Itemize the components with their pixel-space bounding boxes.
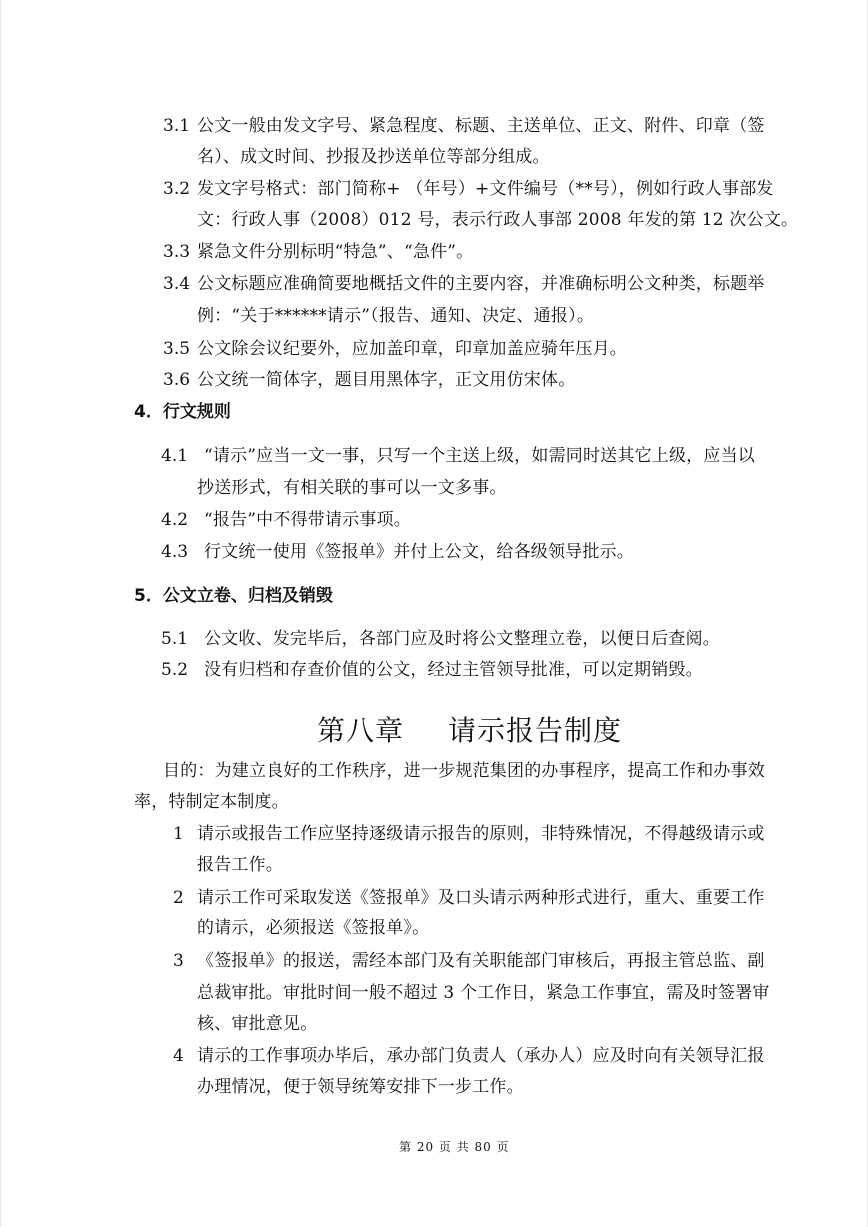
chapter-number: 第八章 — [317, 714, 405, 747]
item-number: 3.6 — [163, 370, 191, 390]
page-footer: 第 20 页 共 80 页 — [399, 1140, 510, 1154]
item-text: 核、审批意见。 — [197, 1014, 318, 1034]
item-number: 4 — [173, 1046, 184, 1066]
purpose-text: 率，特制定本制度。 — [134, 792, 289, 812]
item-number: 1 — [173, 824, 184, 844]
item-text: 没有归档和存查价值的公文，经过主管领导批准，可以定期销毁。 — [204, 660, 703, 680]
item-number: 3.3 — [163, 242, 191, 262]
item-number: 4.1 — [161, 446, 189, 466]
item-number: 3.1 — [163, 116, 191, 136]
chapter-name: 请示报告制度 — [448, 714, 623, 747]
item-number: 3 — [173, 951, 184, 971]
item-text: 公文一般由发文字号、紧急程度、标题、主送单位、正文、附件、印章（签 — [197, 116, 765, 136]
item-text: 行文统一使用《签报单》并付上公文，给各级领导批示。 — [204, 542, 634, 562]
item-text: 请示或报告工作应坚持逐级请示报告的原则，非特殊情况，不得越级请示或 — [197, 824, 765, 844]
item-text: 办理情况，便于领导统筹安排下一步工作。 — [197, 1077, 524, 1097]
item-text: “报告”中不得带请示事项。 — [204, 510, 411, 530]
item-text: 紧急文件分别标明“特急”、“急件”。 — [197, 242, 474, 262]
item-text: 的请示，必须报送《签报单》。 — [197, 918, 430, 938]
purpose-text: 目的：为建立良好的工作秩序，进一步规范集团的办事程序，提高工作和办事效 — [163, 761, 765, 781]
item-number: 5.2 — [161, 660, 189, 680]
item-text: 名）、成文时间、抄报及抄送单位等部分组成。 — [197, 147, 550, 167]
item-number: 3.2 — [163, 179, 191, 199]
item-text: 文：行政人事（2008）012 号，表示行政人事部 2008 年发的第 12 次公文。 — [197, 210, 799, 230]
item-text: 报告工作。 — [197, 855, 283, 875]
item-text: 请示的工作事项办毕后，承办部门负责人（承办人）应及时向有关领导汇报 — [197, 1046, 765, 1066]
item-text: “请示”应当一文一事，只写一个主送上级，如需同时送其它上级，应当以 — [204, 446, 755, 466]
item-number: 4.2 — [161, 510, 189, 530]
item-number: 3.4 — [163, 274, 191, 294]
item-text: 公文标题应准确简要地概括文件的主要内容，并准确标明公文种类，标题举 — [197, 274, 765, 294]
item-text: 请示工作可采取发送《签报单》及口头请示两种形式进行，重大、重要工作 — [197, 888, 765, 908]
section-heading: 4．行文规则 — [134, 402, 231, 422]
item-text: 发文字号格式：部门简称+ （年号）+文件编号（**号），例如行政人事部发 — [197, 179, 774, 199]
item-text: 总裁审批。审批时间一般不超过 3 个工作日，紧急工作事宜，需及时签署审 — [197, 983, 770, 1003]
item-number: 3.5 — [163, 339, 191, 359]
item-text: 公文统一简体字，题目用黑体字，正文用仿宋体。 — [197, 370, 576, 390]
item-number: 5.1 — [161, 629, 189, 649]
item-number: 2 — [173, 888, 184, 908]
item-text: 例：“关于******请示”（报告、通知、决定、通报）。 — [197, 306, 594, 326]
section-heading: 5．公文立卷、归档及销毁 — [134, 586, 333, 606]
item-number: 4.3 — [161, 542, 189, 562]
chapter-title — [317, 713, 622, 749]
item-text: 公文除会议纪要外，应加盖印章，印章加盖应骑年压月。 — [197, 339, 627, 359]
item-text: 公文收、发完毕后，各部门应及时将公文整理立卷，以便日后查阅。 — [204, 629, 720, 649]
item-text: 《签报单》的报送，需经本部门及有关职能部门审核后，再报主管总监、副 — [197, 951, 765, 971]
item-text: 抄送形式，有相关联的事可以一文多事。 — [197, 478, 507, 498]
